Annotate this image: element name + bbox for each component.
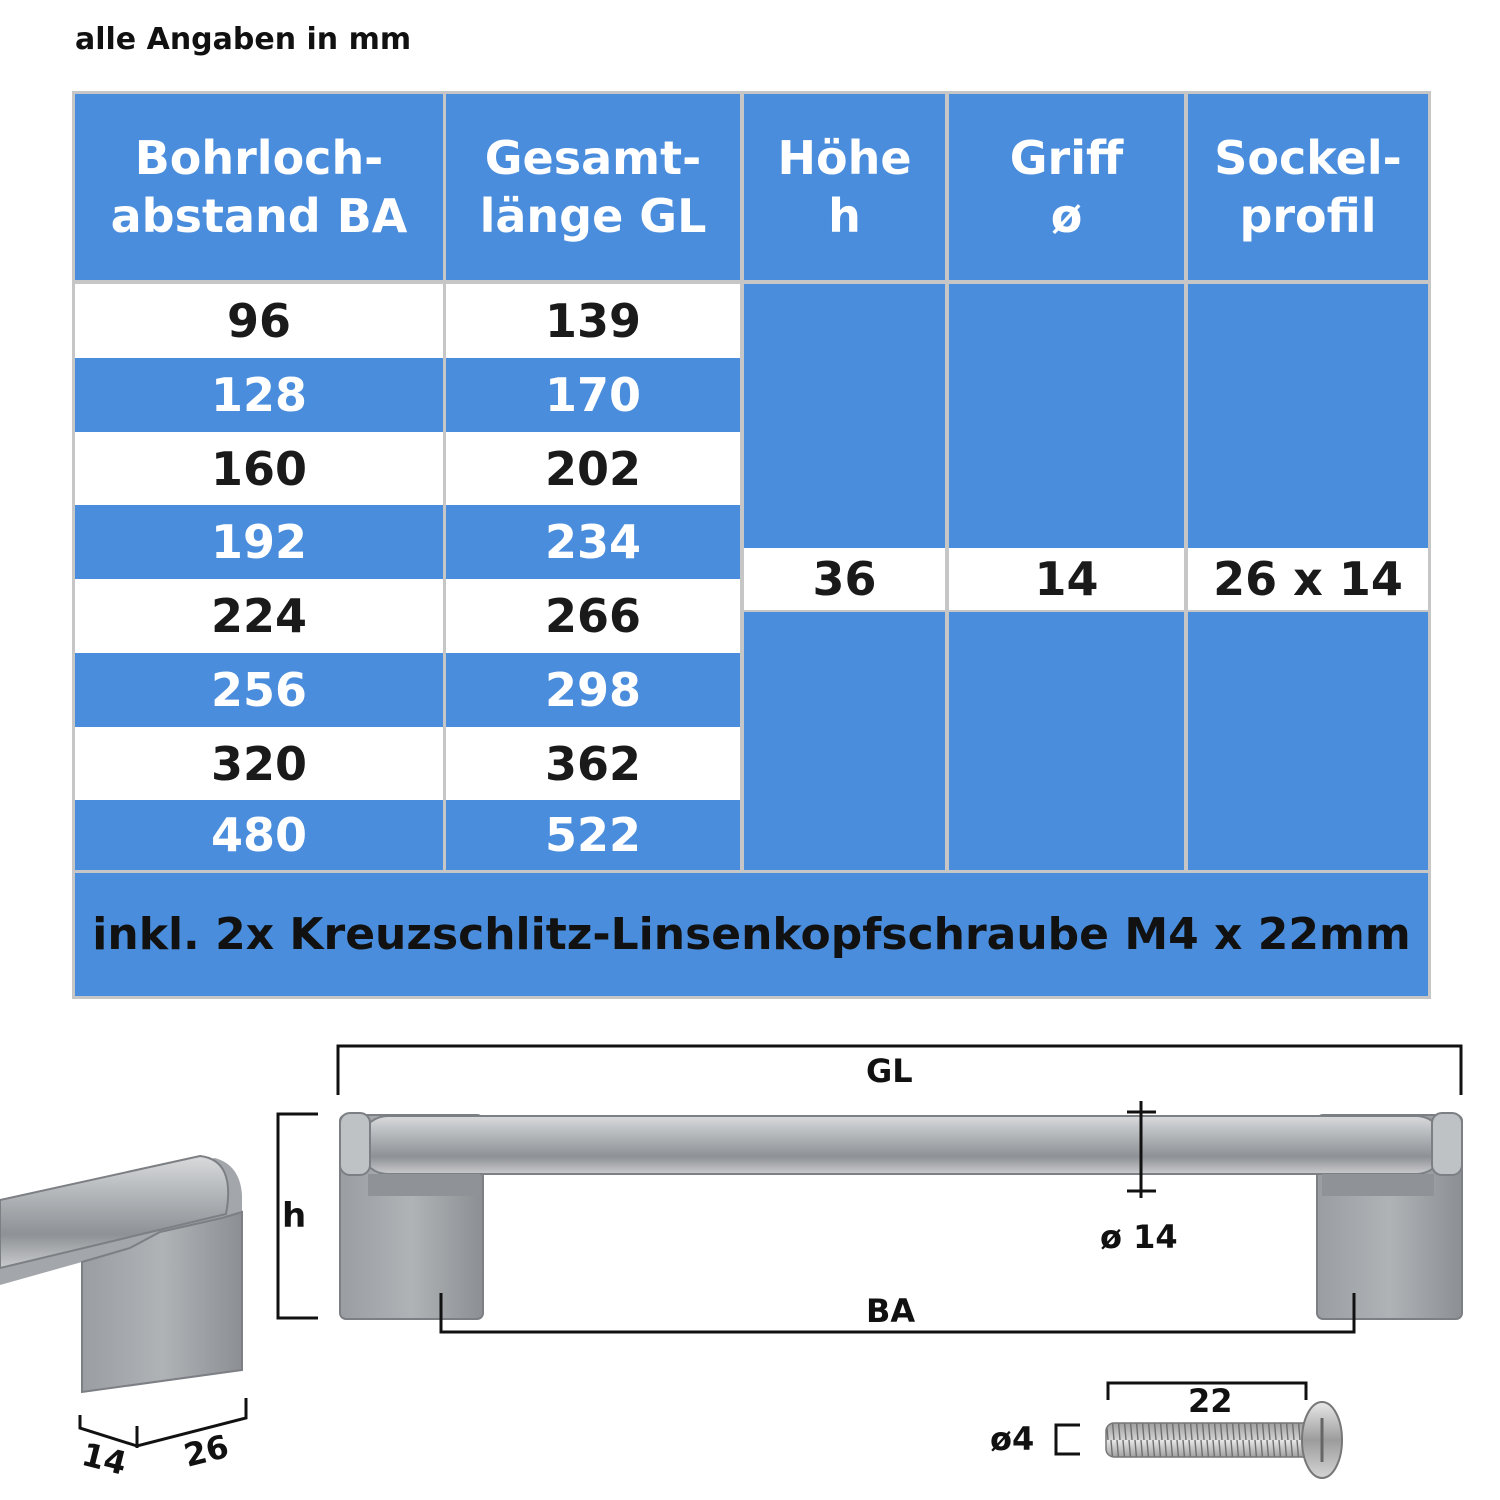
cell-gl: 522 [446, 800, 740, 870]
sockel-top-fill [1188, 284, 1428, 548]
header-bohrlochabstand: Bohrloch- abstand BA [75, 94, 443, 280]
handle-side-view [0, 1156, 246, 1448]
cell-ba: 480 [75, 800, 443, 870]
header-griff: Griff ø [949, 94, 1184, 280]
cell-gl: 266 [446, 579, 740, 653]
h-label: h [282, 1196, 307, 1236]
screw-diameter-label: ø4 [990, 1420, 1035, 1458]
cell-ba: 160 [75, 432, 443, 505]
cell-ba: 256 [75, 653, 443, 727]
dimension-table [72, 91, 1431, 999]
diameter-marker [1127, 1101, 1156, 1198]
cell-griff: 14 [949, 548, 1184, 610]
cell-ba: 224 [75, 579, 443, 653]
sockel-bottom-fill [1188, 612, 1428, 870]
header-gesamtlaenge: Gesamt- länge GL [446, 94, 740, 280]
hoehe-top-fill [744, 284, 945, 548]
side-width-label: 26 [180, 1427, 233, 1475]
cell-ba: 192 [75, 505, 443, 579]
griff-bottom-fill [949, 612, 1184, 870]
cell-sockelprofil: 26 x 14 [1188, 548, 1428, 610]
cell-gl: 170 [446, 358, 740, 432]
griff-top-fill [949, 284, 1184, 548]
cell-hoehe: 36 [744, 548, 945, 610]
header-hoehe: Höhe h [744, 94, 945, 280]
screw-length-label: 22 [1188, 1382, 1233, 1420]
footer-note: inkl. 2x Kreuzschlitz-Linsenkopfschraube M4 x 22mm [75, 873, 1428, 996]
cell-ba: 320 [75, 727, 443, 800]
gl-label: GL [866, 1052, 913, 1090]
cell-gl: 234 [446, 505, 740, 579]
cell-ba: 128 [75, 358, 443, 432]
cell-ba: 96 [75, 284, 443, 358]
diameter-label: ø 14 [1100, 1218, 1178, 1256]
caption: alle Angaben in mm [75, 22, 412, 57]
cell-gl: 139 [446, 284, 740, 358]
cell-gl: 298 [446, 653, 740, 727]
side-depth-label: 14 [78, 1435, 131, 1483]
ba-label: BA [866, 1292, 916, 1330]
handle-front-view [340, 1113, 1462, 1319]
header-sockelprofil: Sockel- profil [1188, 94, 1428, 280]
cell-gl: 362 [446, 727, 740, 800]
cell-gl: 202 [446, 432, 740, 505]
hoehe-bottom-fill [744, 612, 945, 870]
